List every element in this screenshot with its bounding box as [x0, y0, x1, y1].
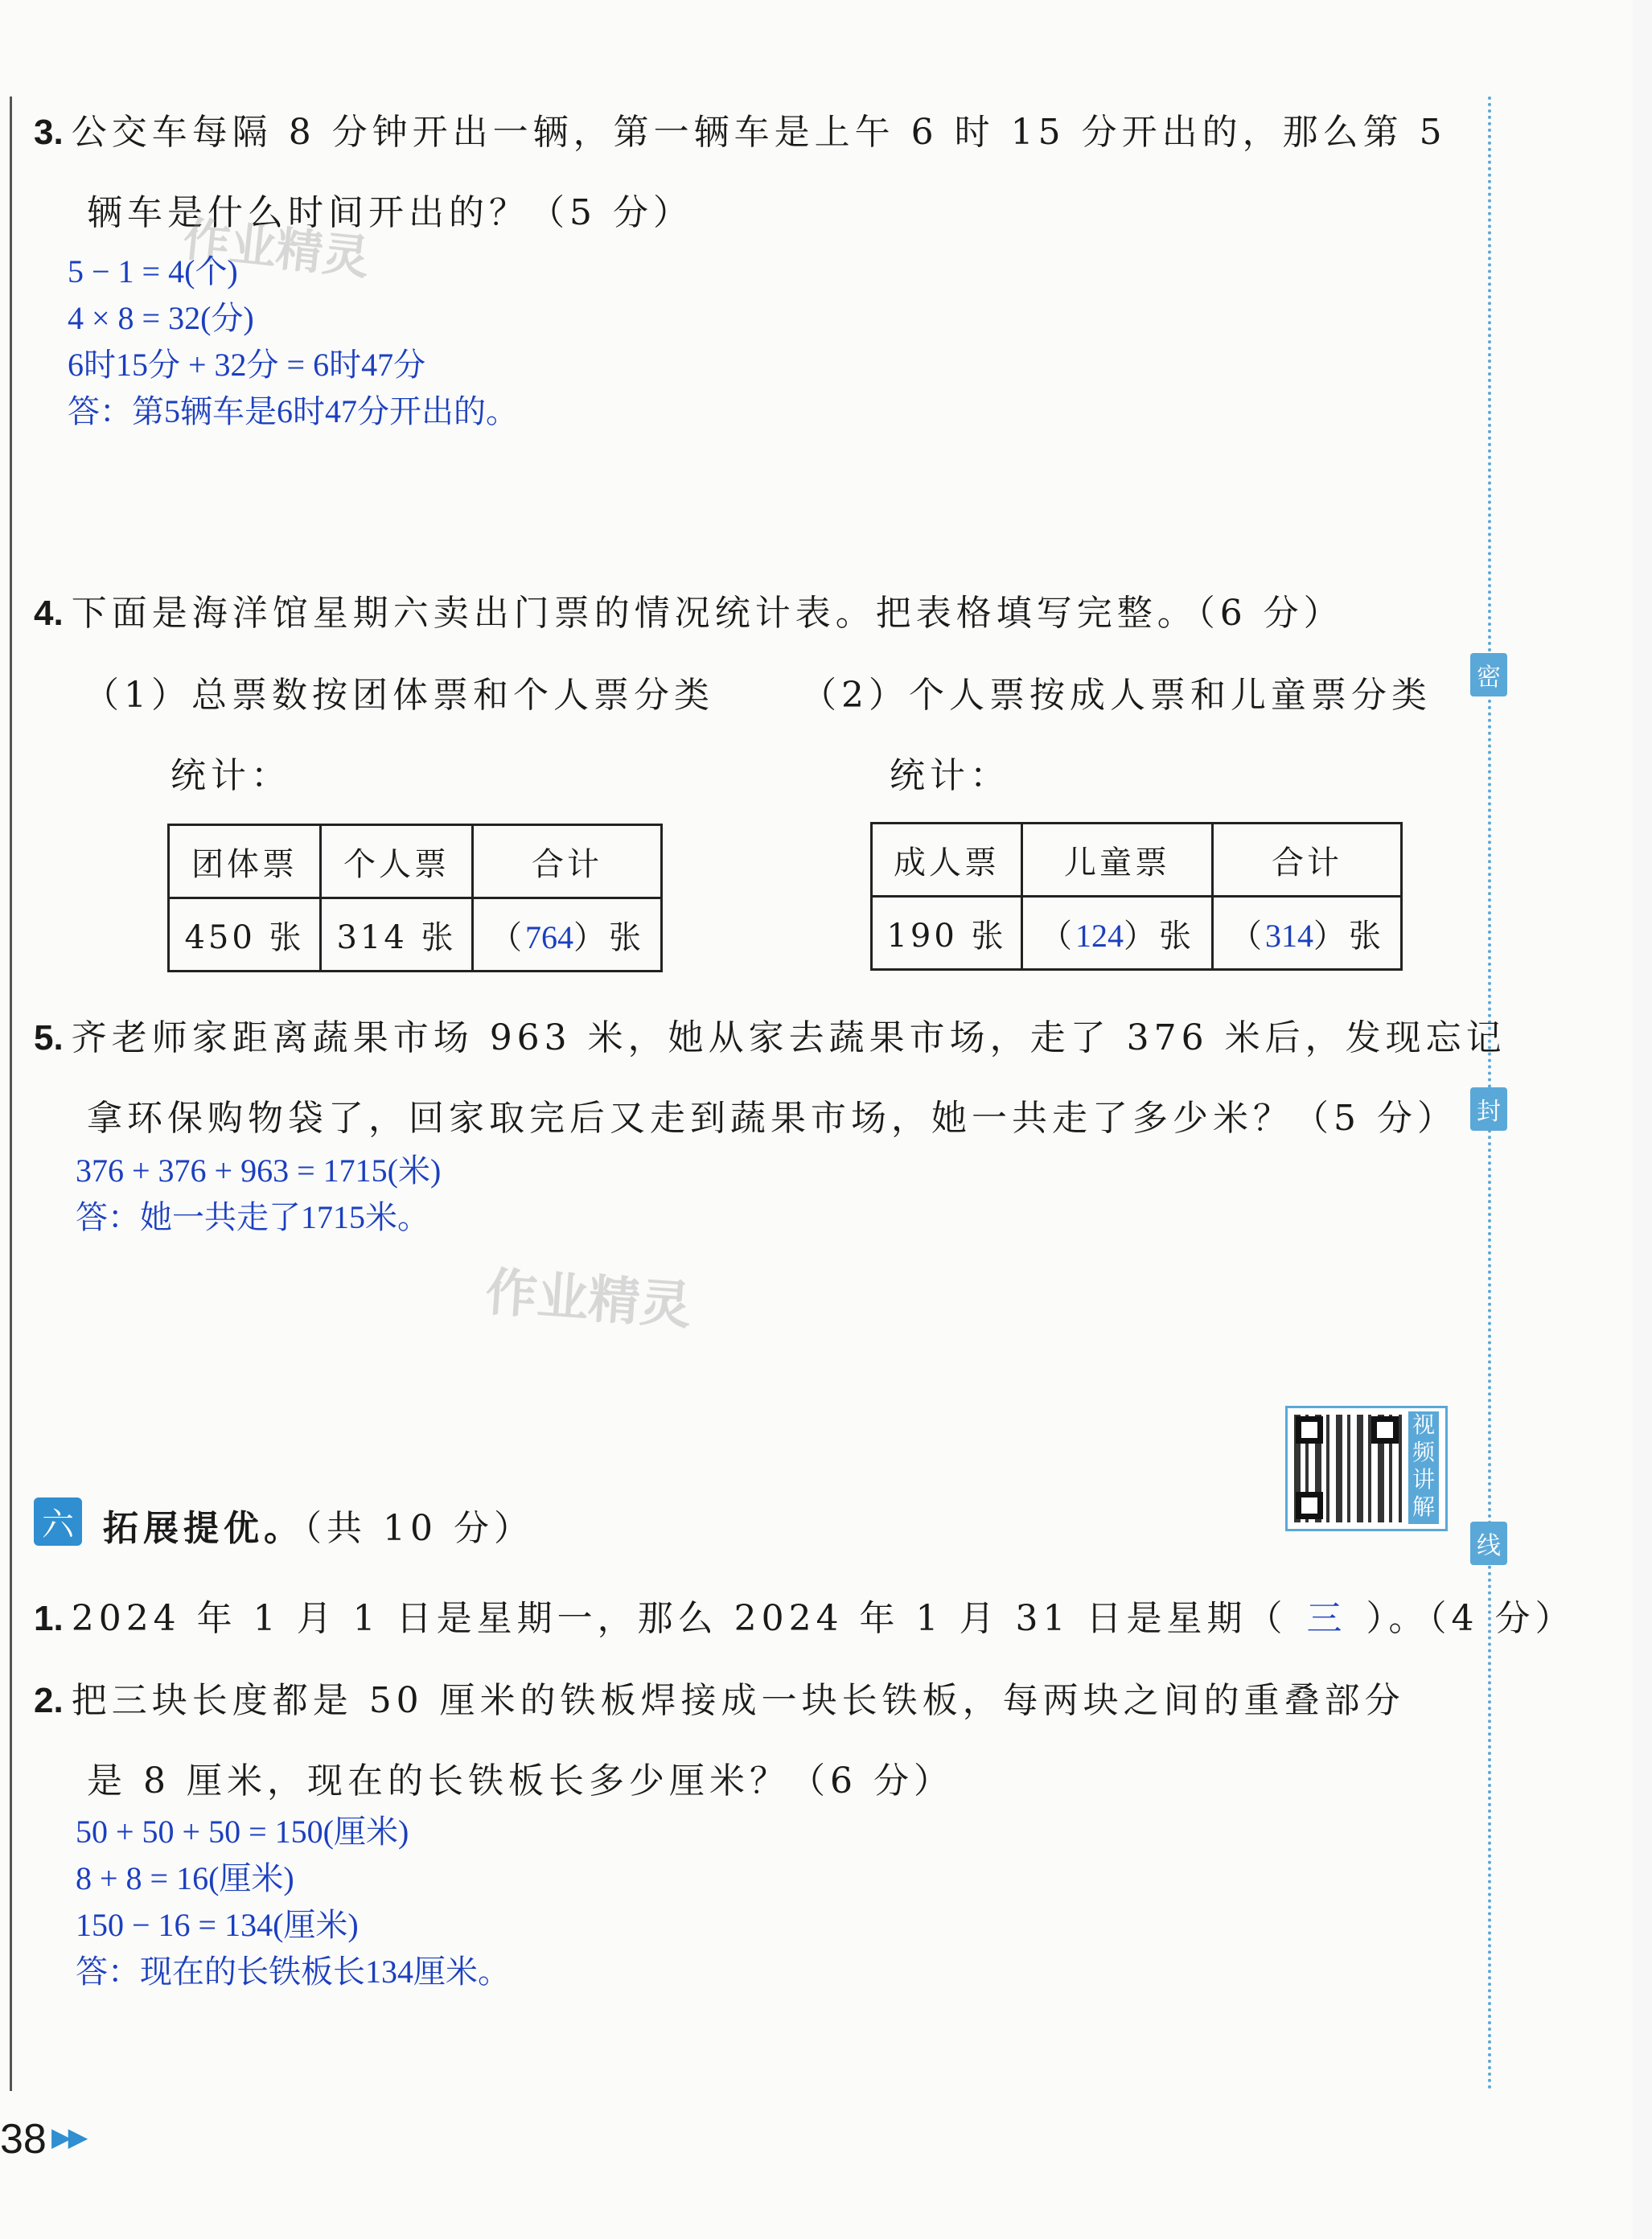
q3-answer-3: 6时15分 + 32分 = 6时47分 — [68, 347, 426, 383]
s6q2-answer-1: 50 + 50 + 50 = 150(厘米) — [76, 1814, 409, 1850]
q4-text1: 下面是海洋馆星期六卖出门票的情况统计表。把表格填写完整。（6 分） — [71, 593, 1344, 634]
page-arrows-icon: ▶▶ — [51, 2122, 85, 2152]
table1-header-total: 合计 — [473, 825, 662, 898]
table2-cell-adult: 190 张 — [872, 897, 1022, 970]
qr-label-char-4: 解 — [1412, 1493, 1435, 1520]
table2-total-open: （ — [1230, 917, 1265, 955]
q5-answer-2: 答：她一共走了1715米。 — [76, 1199, 429, 1235]
table2-total-answer: 314 — [1265, 917, 1313, 954]
table2-child-answer: 124 — [1075, 917, 1124, 954]
table1-value-row — [169, 898, 662, 972]
table1-header-row — [169, 825, 662, 898]
q3-line2: 辆车是什么时间开出的？（5 分） — [87, 192, 693, 233]
s6q2-number: 2. — [34, 1681, 64, 1720]
s6q2-answer-4: 答：现在的长铁板长134厘米。 — [76, 1953, 510, 1990]
qr-finder-tl — [1296, 1416, 1323, 1444]
q3-line1 — [34, 103, 1447, 154]
table1-total-close: ）张 — [573, 918, 644, 956]
s6q2-answer-3: 150 − 16 = 134(厘米) — [76, 1907, 359, 1943]
table2-value-row — [872, 897, 1402, 970]
qr-finder-tr — [1371, 1416, 1399, 1444]
seal-tag-feng: 封 — [1470, 1087, 1507, 1131]
qr-label-char-1: 视 — [1412, 1411, 1435, 1438]
ticket-table-2 — [870, 822, 1403, 971]
page-number: 38 — [0, 2116, 47, 2163]
s6q2-line1 — [34, 1671, 1405, 1723]
table1-header-group: 团体票 — [169, 825, 321, 898]
section-heading — [103, 1499, 534, 1551]
seal-tag-mi: 密 — [1470, 653, 1507, 696]
s6q2-answer-2: 8 + 8 = 16(厘米) — [76, 1860, 294, 1896]
q4-part2-line2: 统计： — [890, 755, 1010, 796]
table1-cell-individual: 314 张 — [321, 898, 473, 972]
table1-cell-group: 450 张 — [169, 898, 321, 972]
table1-cell-total — [473, 898, 662, 972]
qr-label — [1408, 1411, 1439, 1524]
q3-answer-2: 4 × 8 = 32(分) — [68, 300, 254, 336]
s6q1-number: 1. — [34, 1599, 64, 1638]
q4-number: 4. — [34, 594, 64, 633]
table2-cell-total — [1213, 897, 1402, 970]
q5-line1 — [34, 1009, 1506, 1060]
section-badge: 六 — [34, 1497, 82, 1546]
video-qr-code[interactable] — [1285, 1406, 1448, 1531]
q4-part2-line1: （2）个人票按成人票和儿童票分类 — [801, 675, 1432, 716]
q5-text1: 齐老师家距离蔬果市场 963 米，她从家去蔬果市场，走了 376 米后，发现忘记 — [71, 1017, 1506, 1058]
left-margin-rule — [10, 97, 12, 2091]
qr-label-char-3: 讲 — [1412, 1466, 1435, 1493]
table2-header-child: 儿童票 — [1022, 824, 1213, 897]
q3-answer-4: 答：第5辆车是6时47分开出的。 — [68, 393, 518, 429]
section-title: 拓展提优。 — [103, 1508, 304, 1549]
s6q1-answer: 三 — [1306, 1598, 1347, 1639]
seal-tag-xian: 线 — [1470, 1522, 1507, 1565]
q3-text1: 公交车每隔 8 分钟开出一辆，第一辆车是上午 6 时 15 分开出的，那么第 5 — [71, 112, 1447, 153]
q5-line2: 拿环保购物袋了，回家取完后又走到蔬果市场，她一共走了多少米？（5 分） — [87, 1098, 1457, 1139]
s6q2-line2: 是 8 厘米，现在的长铁板长多少厘米？（6 分） — [87, 1760, 954, 1801]
q4-part1-line1: （1）总票数按团体票和个人票分类 — [84, 675, 714, 716]
q3-answer-1: 5 − 1 = 4(个) — [68, 253, 238, 290]
s6q2-text1: 把三块长度都是 50 厘米的铁板焊接成一块长铁板，每两块之间的重叠部分 — [71, 1680, 1405, 1721]
q4-part1-line2: 统计： — [171, 755, 291, 796]
table2-header-total: 合计 — [1213, 824, 1402, 897]
table2-child-open: （ — [1040, 917, 1075, 955]
qr-label-char-2: 频 — [1412, 1439, 1435, 1465]
table1-total-answer: 764 — [525, 918, 573, 955]
table2-child-close: ）张 — [1124, 917, 1194, 955]
qr-finder-bl — [1296, 1492, 1323, 1519]
s6q1-text-after: ）。（4 分） — [1366, 1598, 1576, 1639]
q5-number: 5. — [34, 1018, 64, 1058]
q5-answer-1: 376 + 376 + 963 = 1715(米) — [76, 1152, 442, 1189]
watermark-1: 作业精灵 — [180, 212, 372, 286]
table2-total-close: ）张 — [1313, 917, 1384, 955]
section-points: （共 10 分） — [304, 1508, 534, 1549]
table1-header-individual: 个人票 — [321, 825, 473, 898]
table1-total-open: （ — [490, 918, 525, 956]
table2-header-row — [872, 824, 1402, 897]
q4-line1 — [34, 584, 1344, 635]
watermark-2: 作业精灵 — [483, 1263, 693, 1337]
s6q1-line — [34, 1589, 1575, 1641]
q3-number: 3. — [34, 113, 64, 152]
table2-header-adult: 成人票 — [872, 824, 1022, 897]
ticket-table-1 — [167, 824, 663, 972]
table2-cell-child — [1022, 897, 1213, 970]
s6q1-text-before: 2024 年 1 月 1 日是星期一，那么 2024 年 1 月 31 日是星期（ — [71, 1598, 1288, 1639]
